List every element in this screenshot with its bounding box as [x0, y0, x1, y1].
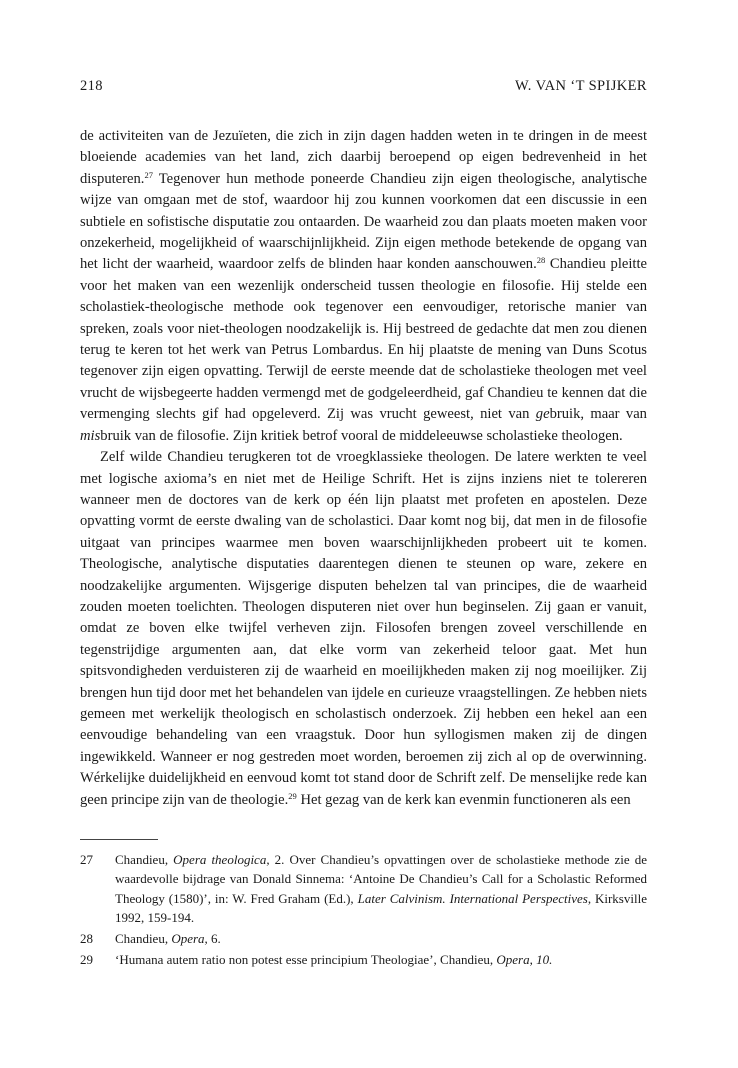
text-run: Tegenover hun methode poneerde Chandieu zijn eigen theologische, analytische wijze van omgaan met de stof, waardoor hij zou kunnen voorkomen dat een discussie in een subtiele en sofistische disputatie zou ontaarden. De waarheid zou dan plaats moeten maken voor onzekerheid, mogelijkheid of waarschijnlijkheid. Zijn eigen methode betekende de opgang van het licht der waarheid, waardoor zelfs de blinden haar konden aanschouwen. — [80, 170, 647, 273]
footnote-28 — [80, 929, 647, 948]
text-run: 2. Over Chandieu’s opvattingen over de scholastieke methode zie de waardevolle bijdrage van Donald Sinnema: ‘Antoine De Chandieu’s Call for a Scholastic Reformed Theology (1580)’, in: W. Fred Graham (Ed.), — [115, 852, 648, 906]
footnote-27 — [80, 850, 647, 928]
emphasis: ge — [535, 406, 550, 423]
paragraph — [80, 447, 647, 811]
emphasis: Opera, — [171, 931, 208, 947]
text-run: , Kirksville 1992, 159-194. — [115, 890, 647, 926]
running-head — [80, 78, 647, 100]
footnote-ref-28[interactable]: 28 — [536, 255, 546, 266]
text-run: ‘Humana autem ratio non potest esse principium Theologiae’, Chandieu, — [115, 952, 497, 968]
emphasis: Later Calvinism. International Perspectives — [357, 890, 588, 906]
body-text — [80, 126, 647, 811]
text-run: Chandieu pleitte voor het maken van een wezenlijk onderscheid tussen theologie en filosofie. Hij stelde een scholastiek-theologische methode ook tegenover een eenvoudiger, retorische manier van spreken, zoals voor niet-theologen noodzakelijk is. Hij bestreed de gedachte dat men zou dienen terug te keren tot het werk van Petrus Lombardus. En hij plaatste de mening van Duns Scotus tegenover zijn eigen opvatting. Terwijl de eerste meende dat de scholastieke theologen met veel vrucht de wijsbegeerte hadden vermengd met de godgeleerdheid, gaf Chandieu te kennen dat die vermenging slechts gif had opgeleverd. Zij was vrucht geweest, niet van — [80, 256, 647, 423]
text-run: 6. — [207, 931, 221, 947]
text-run: Het gezag van de kerk kan evenmin functioneren als een — [296, 791, 631, 808]
paragraph — [80, 126, 647, 447]
footnote-29 — [80, 950, 647, 969]
footnote-text — [115, 850, 647, 928]
footnote-text — [115, 929, 647, 948]
text-run: Chandieu, — [115, 931, 172, 947]
footnote-ref-27[interactable]: 27 — [144, 169, 153, 180]
footnotes — [80, 850, 647, 969]
text-run: bruik, maar van — [549, 406, 647, 423]
text-run: Chandieu, — [115, 852, 174, 867]
footnote-ref-29[interactable]: 29 — [288, 790, 297, 801]
emphasis: Opera theologica, — [173, 852, 270, 867]
emphasis: Opera, 10. — [496, 952, 553, 968]
footnote-number: 27 — [80, 852, 93, 867]
text-run: Zelf wilde Chandieu terugkeren tot de vroegklassieke theologen. De latere werkten te veel met logische axioma’s en niet met de Heilige Schrift. Het is zijns inziens niet te tolereren wanneer men de doctores van de kerk op één lijn plaatst met profeten en apostelen. Deze opvatting vormt de eerste dwaling van de scholastici. Daar komt nog bij, dat men in de filosofie uitgaat van principes waarmee men boven waarschijnlijkheden probeert uit te komen. Theologische, analytische disputaties daarentegen dienen te steunen op ware, zekere en noodzakelijke argumenten. Wijsgerige disputen behelzen tal van principes, die de waarheid zouden moeten toelichten. Theologen disputeren niet over hun beginselen. Zij gaan er vanuit, omdat ze boven elke twijfel verheven zijn. Filosofen brengen zoveel verschillende en tegenstrijdige argumenten aan, dat elke vorm van zekerheid teloor gaat. Met hun spitsvondigheden verduisteren zij de waarheid en moeilijkheden maken zij nog moeilijker. Zij brengen hun tijd door met het behandelen van ijdele en curieuze vraagstellingen. Ze hebben niets gemeen met werkelijk theologisch en scholastisch onderzoek. Zij hebben een hekel aan een eenvoudige behandeling van een vraagstuk. Door hun syllogismen maken zij de dingen ingewikkeld. Wanneer er nog gestreden moet worden, beroemen zij zich al op de overwinning. Wérkelijke duidelijkheid en eenvoud komt tot stand door de Schrift zelf. De menselijke rede kan geen principe zijn van de theologie. — [80, 449, 647, 808]
text-run: bruik van de filosofie. Zijn kritiek betrof vooral de middeleeuwse scholastieke theologen. — [100, 427, 623, 444]
emphasis: mis — [80, 427, 101, 444]
page-number: 218 — [80, 78, 103, 94]
footnote-separator — [80, 839, 158, 840]
running-title: W. VAN ‘T SPIJKER — [515, 78, 647, 94]
page — [80, 78, 647, 971]
text-run: de activiteiten van de Jezuïeten, die zich in zijn dagen hadden weten in te dringen in de meest bloeiende academies van het land, zich daarbij beroepend op eigen bedrevenheid in het disputeren. — [80, 128, 647, 187]
footnote-text — [115, 950, 647, 969]
footnote-number: 29 — [80, 952, 93, 968]
footnote-number: 28 — [80, 931, 93, 947]
